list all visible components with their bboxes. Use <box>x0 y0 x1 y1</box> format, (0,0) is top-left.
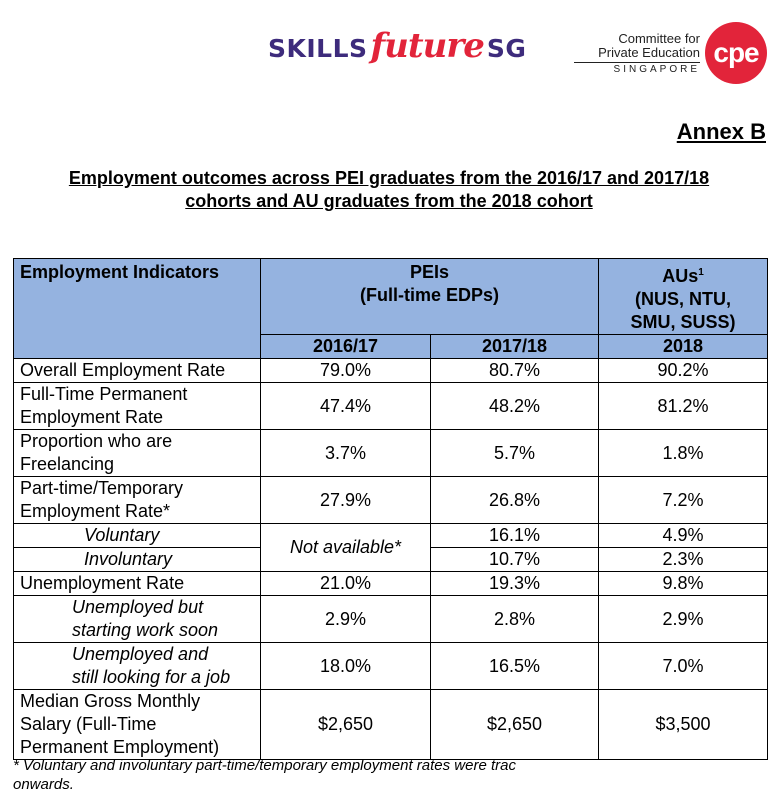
row-label: Overall Employment Rate <box>14 359 261 383</box>
header-aus <box>599 259 768 335</box>
row-label-line2: Salary (Full-Time <box>20 714 157 734</box>
row-label <box>14 430 261 477</box>
cell-2016-17: 27.9% <box>261 477 431 524</box>
employment-table <box>13 258 768 760</box>
cell-2016-17: $2,650 <box>261 690 431 760</box>
cell-2017-18: 48.2% <box>431 383 599 430</box>
cell-2017-18: 19.3% <box>431 572 599 596</box>
cell-2016-17: 21.0% <box>261 572 431 596</box>
header-aus-line3: SMU, SUSS) <box>630 312 736 332</box>
cell-2018: 90.2% <box>599 359 768 383</box>
cell-2017-18: 10.7% <box>431 548 599 572</box>
cell-2018: 7.0% <box>599 643 768 690</box>
header-aus-text: AUs <box>662 266 699 286</box>
cpe-divider <box>574 62 700 63</box>
row-label: Unemployment Rate <box>14 572 261 596</box>
row-label-line2: Employment Rate* <box>20 501 171 521</box>
header-aus-line1 <box>605 261 761 288</box>
cell-2018: 2.9% <box>599 596 768 643</box>
row-label-line2: starting work soon <box>72 620 219 640</box>
row-label-line1: Unemployed and <box>72 644 209 664</box>
row-label: Voluntary <box>14 524 261 548</box>
header-peis-line1: PEIs <box>409 262 450 282</box>
table-row-median-salary <box>14 690 768 760</box>
title-line2: cohorts and AU graduates from the 2018 cohort <box>185 191 593 211</box>
row-label <box>14 643 261 690</box>
table-row-part-time-temporary <box>14 477 768 524</box>
footnote-line2: onwards. <box>13 776 74 793</box>
cpe-logo <box>574 22 774 86</box>
cell-2016-17: 18.0% <box>261 643 431 690</box>
cpe-line1: Committee for <box>618 31 700 46</box>
row-label <box>14 383 261 430</box>
cell-2016-17: 79.0% <box>261 359 431 383</box>
row-label-line1: Proportion who are <box>20 431 173 451</box>
row-label: Involuntary <box>14 548 261 572</box>
row-label <box>14 690 261 760</box>
cell-2016-17: 3.7% <box>261 430 431 477</box>
cell-2018: 2.3% <box>599 548 768 572</box>
table-row-full-time-permanent <box>14 383 768 430</box>
table-row-freelancing <box>14 430 768 477</box>
cpe-mark: cpe <box>705 22 767 84</box>
cell-2016-17: 2.9% <box>261 596 431 643</box>
footnote-line1: * Voluntary and involuntary part-time/temporary employment rates were trac <box>13 757 516 774</box>
table-row-unemployed-still-looking <box>14 643 768 690</box>
row-label <box>14 596 261 643</box>
cell-2018: 81.2% <box>599 383 768 430</box>
header-employment-indicators: Employment Indicators <box>14 259 261 359</box>
row-label-line1: Median Gross Monthly <box>20 691 201 711</box>
row-label-line1: Part-time/Temporary <box>20 478 184 498</box>
row-label-line2: still looking for a job <box>72 667 231 687</box>
logo-future-text: future <box>370 26 484 66</box>
footnote <box>13 756 773 794</box>
table-header-row <box>14 259 768 335</box>
cell-2017-18: 16.1% <box>431 524 599 548</box>
document-title <box>20 167 758 213</box>
cell-2018: 1.8% <box>599 430 768 477</box>
cell-2018: 9.8% <box>599 572 768 596</box>
row-label-line1: Full-Time Permanent <box>20 384 188 404</box>
row-label-line1: Unemployed but <box>72 597 204 617</box>
title-line1: Employment outcomes across PEI graduates from the 2016/17 and 2017/18 <box>68 168 710 188</box>
table-row-voluntary <box>14 524 768 548</box>
row-label-line2: Freelancing <box>20 454 115 474</box>
header-2016-17: 2016/17 <box>261 335 431 359</box>
header-2018: 2018 <box>599 335 768 359</box>
table-row-unemployed-starting-soon <box>14 596 768 643</box>
annex-label: Annex B <box>676 119 766 144</box>
cell-2018: $3,500 <box>599 690 768 760</box>
header-aus-superscript: 1 <box>698 267 704 278</box>
cell-2017-18: 5.7% <box>431 430 599 477</box>
cpe-line3: SINGAPORE <box>613 64 700 75</box>
logo-sg-text: SG <box>486 34 527 63</box>
cell-2017-18: 80.7% <box>431 359 599 383</box>
row-label-line2: Employment Rate <box>20 407 164 427</box>
cell-2017-18: 16.5% <box>431 643 599 690</box>
cpe-logo-text <box>574 32 700 77</box>
cell-2017-18: $2,650 <box>431 690 599 760</box>
skillsfuture-sg-logo <box>268 26 526 76</box>
header-2017-18: 2017/18 <box>431 335 599 359</box>
table-row-unemployment <box>14 572 768 596</box>
cpe-line2: Private Education <box>598 45 700 60</box>
cell-2018: 7.2% <box>599 477 768 524</box>
cell-2018: 4.9% <box>599 524 768 548</box>
header-peis-line2: (Full-time EDPs) <box>360 285 500 305</box>
header-aus-line2: (NUS, NTU, <box>635 289 732 309</box>
cell-2017-18: 2.8% <box>431 596 599 643</box>
header-peis <box>261 259 599 335</box>
row-label <box>14 477 261 524</box>
table-row-overall-employment <box>14 359 768 383</box>
cell-2017-18: 26.8% <box>431 477 599 524</box>
row-label-line3: Permanent Employment) <box>20 737 220 757</box>
cell-2016-17: 47.4% <box>261 383 431 430</box>
cell-not-available: Not available* <box>261 524 431 572</box>
logo-skills-text: SKILLS <box>268 34 368 63</box>
